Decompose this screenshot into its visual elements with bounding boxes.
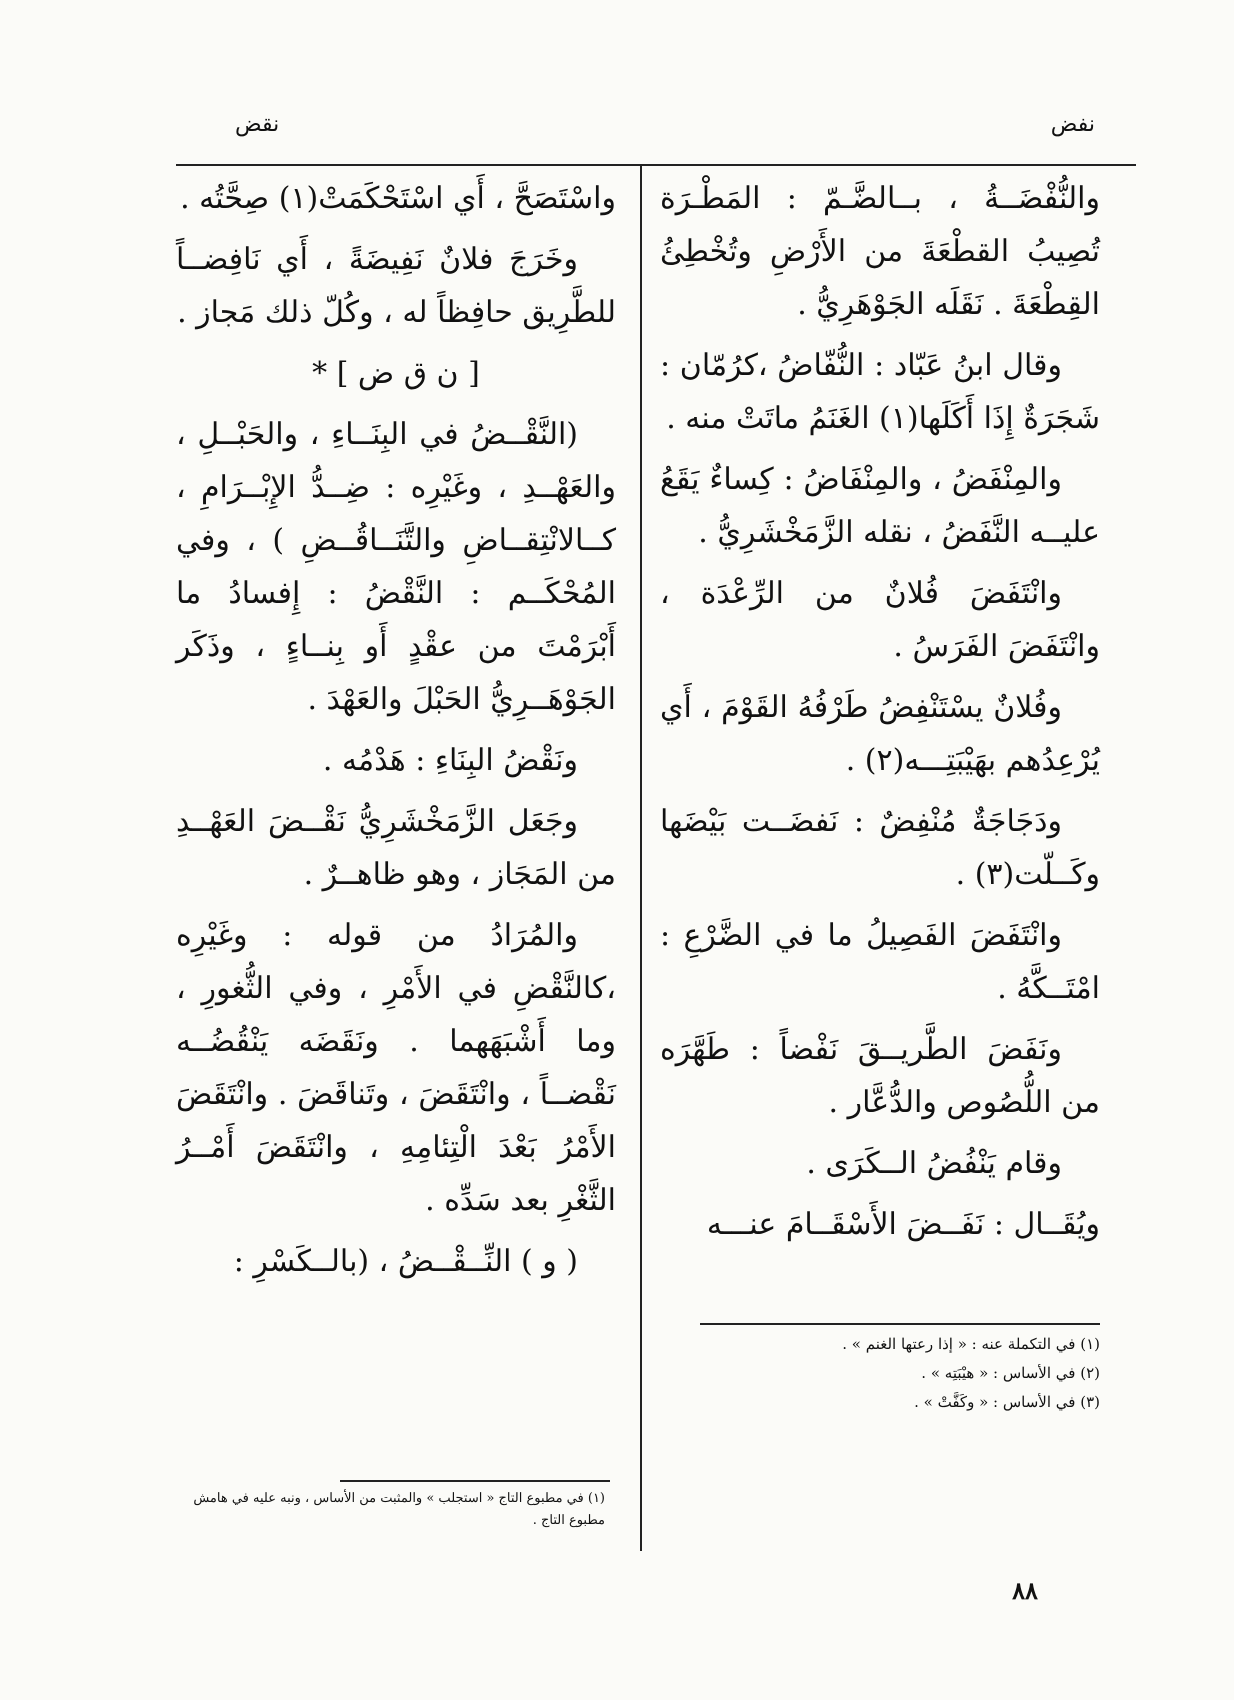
paragraph: ونَقْضُ البِنَاءِ : هَدْمُه .	[322, 743, 578, 778]
paragraph: واسْتَصَحَّ ، أَي اسْتَحْكَمَتْ(١) صِحَّتُه .	[180, 181, 616, 216]
header-root-right: نفض	[1050, 112, 1095, 137]
footnote: (٢) في الأساس : « هيْبَتِه » .	[921, 1364, 1100, 1382]
paragraph: والنُّفْضَــةُ ، بــالضَّـمّ : المَطْـرَة تُصِيبُ القطْعَةَ من الأَرْضِ وتُخْطِئُ القِطْعَةَ . نَقَلَه الجَوْهَرِيُّ .	[660, 181, 1100, 322]
paragraph: (النَّقْــضُ في البِنَــاءِ ، والحَبْــلِ ، والعَهْــدِ ، وغَيْرِه : ضِــدُّ الإِبْــرَامِ ، كــالانْتِقــاضِ والتَّنَــاقُــضِ ) ، وفي المُحْكَــم : النَّقْضُ : إِفسادُ ما أَبْرَمْتَ من عقْدٍ أَو بِنــاءٍ ، وذَكَر الجَوْهَــرِيُّ الحَبْلَ والعَهْدَ .	[176, 417, 616, 717]
footnote: (١) في مطبوع التاج « استجلب » والمثبت من الأساس ، ونبه عليه في هامش مطبوع التاج .	[193, 1491, 605, 1528]
footnote-rule-left	[340, 1480, 610, 1482]
footnotes-right	[700, 1330, 1100, 1417]
paragraph: وجَعَل الزَّمَخْشَرِيُّ نَقْــضَ العَهْــدِ من المَجَاز ، وهو ظاهــرٌ .	[176, 804, 616, 892]
paragraph: وقال ابنُ عَبّاد : النُّفّاضُ ،كرُمّان : شَجَرَةٌ إِذَا أَكَلَها(١) الغَنَمُ ماتَتْ منه .	[660, 348, 1100, 436]
paragraph: والمِنْفَضُ ، والمِنْفَاضُ : كِساءٌ يَقَعُ عليــه النَّفَضُ ، نقله الزَّمَخْشَرِيُّ .	[660, 462, 1100, 550]
paragraph: وانْتَفَضَ الفَصِيلُ ما في الضَّرْعِ : امْتَــكَّهُ .	[660, 918, 1100, 1006]
header-rule	[176, 164, 1136, 166]
paragraph: ( و ) النِّــقْــضُ ، (بالــكَسْرِ :	[233, 1244, 578, 1279]
paragraph: وفُلانٌ يسْتَنْفِضُ طَرْفُهُ القَوْمَ ، أَي يُرْعِدُهم بهَيْبَتِـــه(٢) .	[660, 690, 1100, 778]
right-column	[660, 172, 1100, 1259]
footnotes-left	[180, 1488, 605, 1532]
footnote: (٣) في الأساس : « وكَفَّتْ » .	[914, 1393, 1100, 1411]
page-number: ٨٨	[1012, 1576, 1038, 1605]
paragraph: وقام يَنْفُضُ الــكَرَى .	[806, 1146, 1062, 1181]
paragraph: وانْتَفَضَ فُلانٌ من الرِّعْدَة ، وانْتَفَضَ الفَرَسُ .	[660, 576, 1100, 664]
left-column	[176, 172, 616, 1296]
footnote: (١) في التكملة عنه : « إذا رعتها الغنم » .	[842, 1335, 1100, 1353]
paragraph: ونَفَضَ الطَّريــقَ نَفْضاً : طَهَّرَه من اللُّصُوص والدُّعَّار .	[660, 1032, 1100, 1120]
paragraph: وخَرَجَ فلانٌ نَفِيضَةً ، أَي نَافِضــاً للطَّرِيق حافِظاً له ، وكُلّ ذلك مَجاز .	[176, 242, 616, 330]
paragraph: والمُرَادُ من قوله : وغَيْرِه ،كالنَّقْضِ في الأَمْرِ ، وفي الثُّغورِ ، وما أَشْبَهَهما . ونَقَضَه يَنْقُضُــه نَقْضــاً ، وانْتَقَضَ ، وتَناقَضَ . وانْتَقَضَ الأَمْرُ بَعْدَ الْتِئامِهِ ، وانْتَقَضَ أَمْــرُ الثَّغْرِ بعد سَدِّه .	[176, 918, 616, 1218]
header-root-left: نقض	[235, 112, 280, 137]
paragraph: ودَجَاجَةٌ مُنْفِضٌ : نَفضَــت بَيْضَها وكَــلّت(٣) .	[660, 804, 1100, 892]
entry-heading: [ ن ق ض ] *	[312, 356, 480, 391]
footnote-rule-right	[700, 1323, 1100, 1325]
paragraph: ويُقَــال : نَفَــضَ الأَسْقَــامَ عنـــه	[706, 1207, 1100, 1242]
column-divider	[640, 166, 642, 1551]
